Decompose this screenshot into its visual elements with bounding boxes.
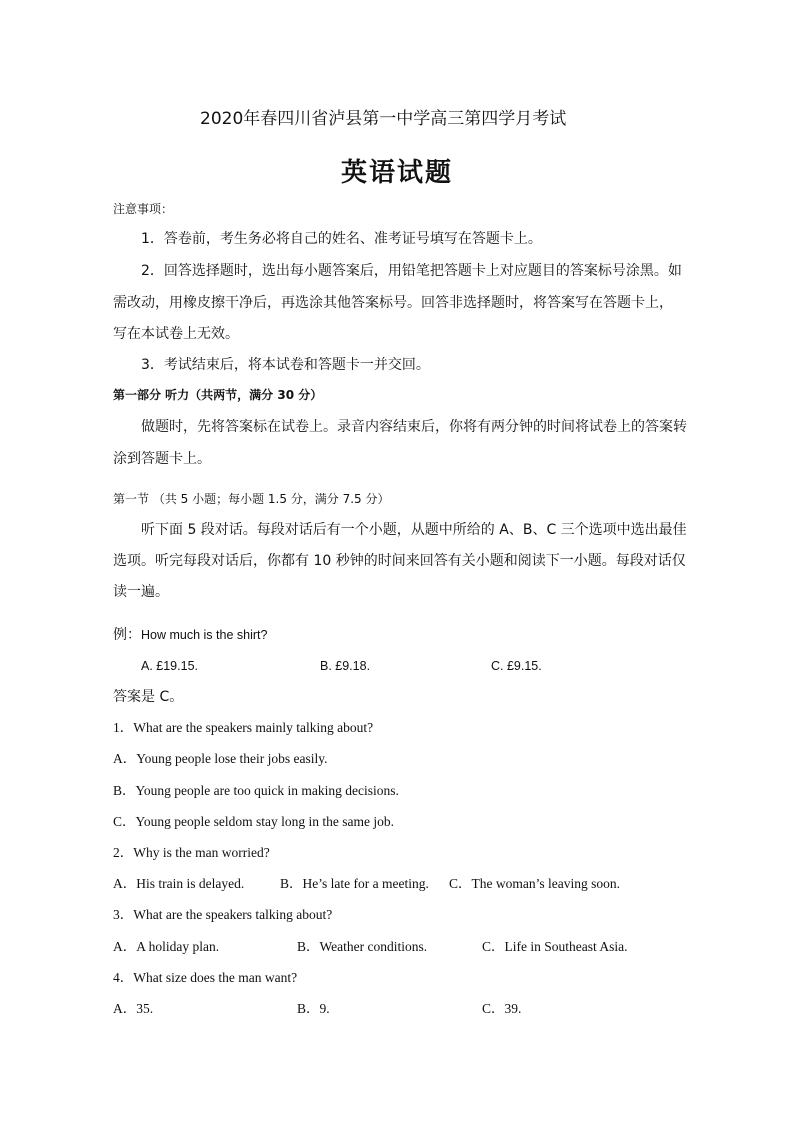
notice-item-2-line-3: 写在本试卷上无效。 (113, 326, 239, 342)
example-option-c: C. £9.15. (491, 659, 542, 673)
part1-intro-line-1: 做题时，先将答案标在试卷上。录音内容结束后，你将有两分钟的时间将试卷上的答案转 (141, 419, 687, 435)
notice-item-2-line-2: 需改动，用橡皮擦干净后，再选涂其他答案标号。回答非选择题时，将答案写在答题卡上， (113, 295, 673, 311)
question-3-stem: 3．What are the speakers talking about? (113, 907, 333, 922)
example-option-a: A. £19.15. (141, 659, 198, 673)
notice-item-3: 3．考试结束后，将本试卷和答题卡一并交回。 (141, 357, 430, 373)
section1-intro-line-2: 选项。听完每段对话后，你都有 10 秒钟的时间来回答有关小题和阅读下一小题。每段对话仅 (113, 553, 686, 569)
question-1-option-b: B．Young people are too quick in making decisions. (113, 783, 399, 798)
question-2-option-a: A．His train is delayed. (113, 876, 245, 891)
question-4-option-c: C．39. (482, 1001, 522, 1016)
question-2-option-b: B．He’s late for a meeting. (280, 876, 429, 891)
notice-heading: 注意事项： (113, 202, 174, 216)
question-1-option-c: C．Young people seldom stay long in the same job. (113, 814, 394, 829)
question-1-stem: 1．What are the speakers mainly talking about? (113, 720, 374, 735)
question-2-stem: 2．Why is the man worried? (113, 845, 270, 860)
section1-intro-line-3: 读一遍。 (113, 584, 169, 600)
example-question-line (113, 625, 267, 645)
example-option-b: B. £9.18. (320, 659, 371, 673)
section1-intro-line-1: 听下面 5 段对话。每段对话后有一个小题，从题中所给的 A、B、C 三个选项中选出最佳 (141, 522, 687, 538)
notice-item-1: 1．答卷前，考生务必将自己的姓名、准考证号填写在答题卡上。 (141, 231, 542, 247)
example-question: How much is the shirt? (141, 628, 268, 642)
question-3-option-b: B．Weather conditions. (297, 939, 428, 954)
question-1-option-a: A．Young people lose their jobs easily. (113, 751, 328, 766)
example-answer: 答案是 C。 (113, 689, 184, 705)
example-prefix: 例： (113, 627, 141, 643)
exam-subtitle: 2020年春四川省泸县第一中学高三第四学月考试 (200, 109, 567, 129)
notice-item-2-line-1: 2．回答选择题时，选出每小题答案后，用铅笔把答题卡上对应题目的答案标号涂黑。如 (141, 263, 682, 279)
question-4-option-a: A．35. (113, 1001, 154, 1016)
section1-heading: 第一节 （共 5 小题；每小题 1.5 分，满分 7.5 分） (113, 492, 390, 506)
question-4-option-b: B．9. (297, 1001, 330, 1016)
question-4-stem: 4．What size does the man want? (113, 970, 298, 985)
question-3-option-c: C．Life in Southeast Asia. (482, 939, 628, 954)
exam-title: 英语试题 (341, 158, 454, 188)
question-2-option-c: C．The woman’s leaving soon. (449, 876, 620, 891)
part1-heading: 第一部分 听力（共两节，满分 30 分） (113, 388, 323, 402)
question-3-option-a: A．A holiday plan. (113, 939, 220, 954)
part1-intro-line-2: 涂到答题卡上。 (113, 451, 211, 467)
